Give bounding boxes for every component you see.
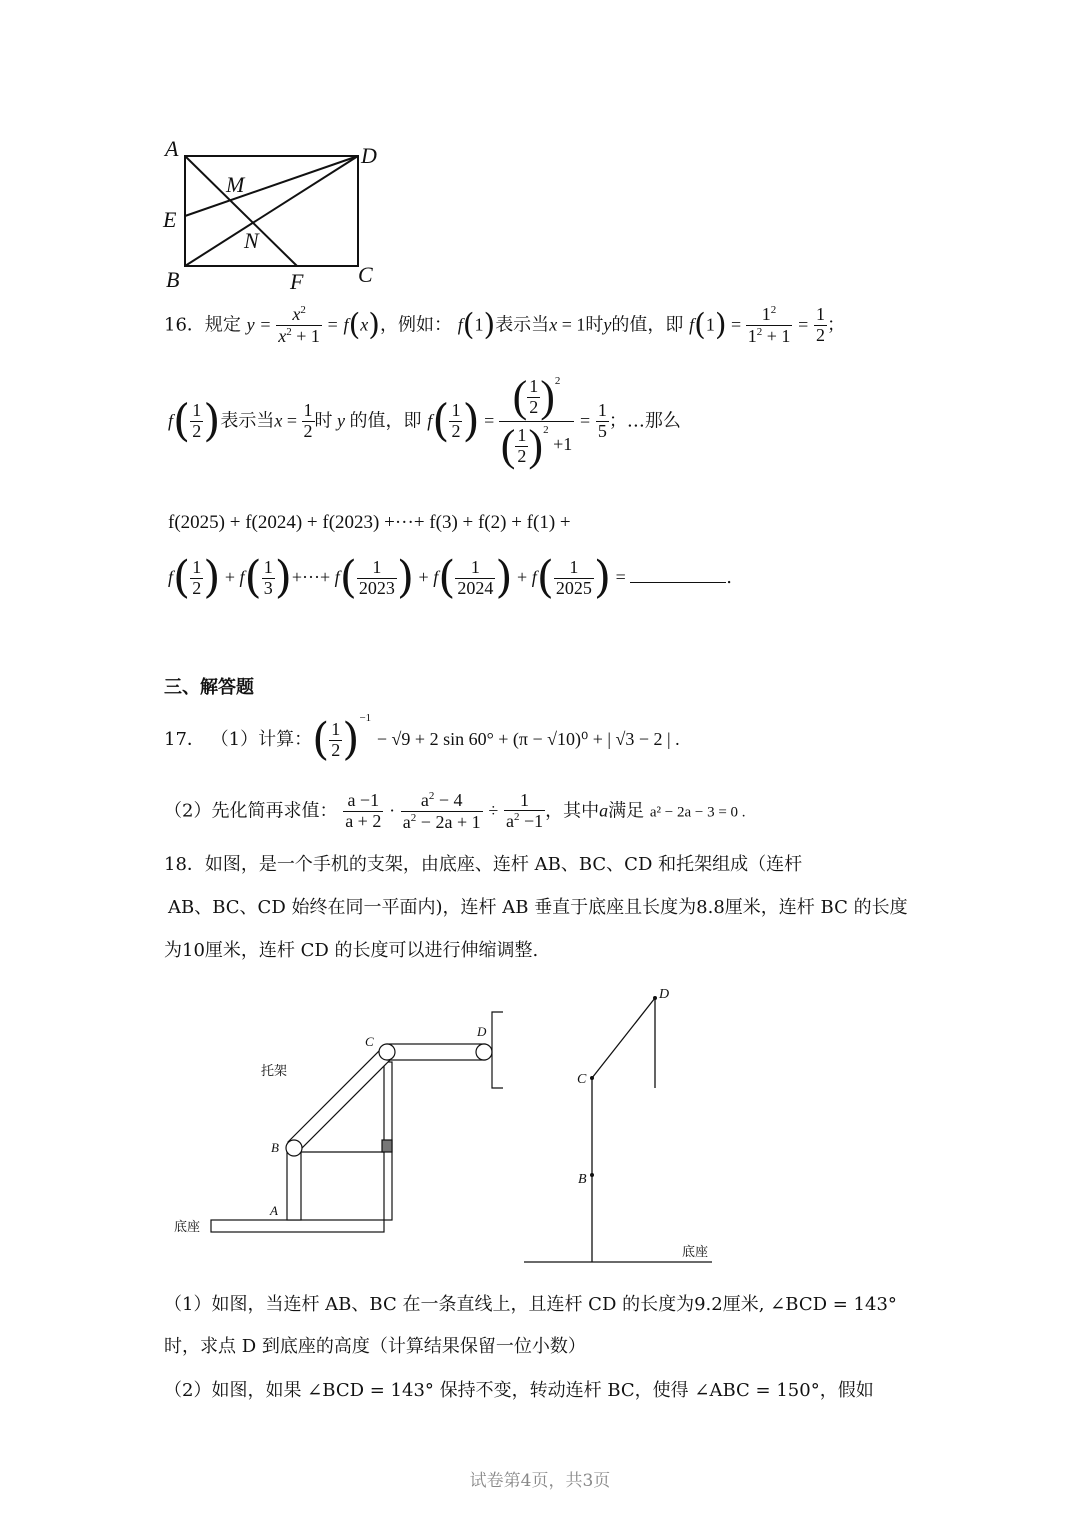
q16-text-means-x1: 表示当	[495, 314, 550, 336]
q18-part-1-line-2: 时，求点 D 到底座的高度（计算结果保留一位小数）	[164, 1336, 586, 1357]
phone-stand-figure	[170, 1005, 510, 1245]
q17-number: 17．	[164, 729, 205, 750]
q18-text-1: 如图，是一个手机的支架，由底座、连杆 AB、BC、CD 和托架组成（连杆	[204, 854, 803, 875]
point-label-a: A	[165, 136, 179, 161]
q16-sum-line-2: f( $\frac{1}{2}$ ) + f( $\frac{1}{3}$ )+···+ f( $\frac{1}{2023}$ ) + f( $\frac{1}{2024}$ ) + f( $\frac{1}{2025}$ ) = .	[168, 552, 732, 603]
point-label-f: F	[290, 269, 304, 294]
q18-part-2-line-1: （2）如图，如果 ∠BCD = 143° 保持不变，转动连杆 BC，使得 ∠ABC = 150°，假如	[164, 1380, 874, 1401]
fig2-label-b: B	[578, 1172, 587, 1187]
q18-line-2: AB、BC、CD 始终在同一平面内)，连杆 AB 垂直于底座且长度为8.8厘米，连杆 BC 的长度	[168, 897, 908, 918]
q17-p2-condition: a² − 2a − 3 = 0 .	[649, 804, 746, 821]
fig1-label-holder: 托架	[261, 1064, 288, 1079]
q17-p2-tail: ，其中	[545, 800, 600, 822]
q16-text-guiding: 规定	[204, 314, 241, 336]
fig1-label-c: C	[365, 1034, 374, 1049]
section-3-title: 三、解答题	[164, 677, 254, 698]
q16-text-y-value2: 的值，即	[349, 410, 422, 432]
point-label-n: N	[244, 228, 259, 253]
fig2-label-base: 底座	[682, 1245, 709, 1260]
q17-p2-var: a	[599, 800, 609, 821]
q16-text-when: 时	[585, 314, 604, 336]
page-footer: 试卷第4页，共3页	[469, 1471, 611, 1491]
q16-text-then: ；…那么	[608, 410, 681, 432]
q16-sum-line-1: f(2025) + f(2024) + f(2023) +···+ f(3) + f(2) + f(1) +	[168, 512, 571, 533]
q16-text-example: ，例如：	[380, 314, 452, 336]
point-label-m: M	[226, 172, 245, 197]
fig1-label-b: B	[271, 1140, 279, 1155]
schematic-figure	[520, 980, 740, 1270]
point-label-e: E	[163, 207, 177, 232]
q16-den-2023: 2023	[358, 577, 395, 598]
rectangle-figure	[155, 135, 395, 295]
q16-den-2025: 2025	[555, 577, 592, 598]
fig1-label-base: 底座	[174, 1220, 201, 1235]
q16-answer-blank[interactable]	[630, 566, 726, 583]
q18-part-1-line-1: （1）如图，当连杆 AB、BC 在一条直线上，且连杆 CD 的长度为9.2厘米, ∠BCD = 143°	[164, 1294, 897, 1315]
q18-line-3: 为10厘米，连杆 CD 的长度可以进行伸缩调整.	[164, 940, 539, 961]
q16-end-period: .	[726, 567, 732, 588]
q16-den-2024: 2024	[457, 577, 494, 598]
q16-line-1: 16．规定 y = $\frac{x^2}{x^2 + 1}$ = f(x)，例如： f(1)表示当x = 1时y的值，即 f(1) = $\frac{1^2}{1^2 + 1}$ = $\frac{1}{2}$ ；	[164, 304, 845, 346]
point-label-d: D	[361, 143, 377, 168]
q16-text-semicolon: ；	[826, 314, 845, 336]
fig2-label-c: C	[577, 1072, 587, 1087]
q17-part-1: 17． （1）计算：( $\frac{1}{2}$ )$^{-1}$ − √9 + 2 sin 60° + (π − √10)⁰ + | √3 − 2 | .	[164, 712, 680, 765]
q16-number: 16．	[164, 314, 205, 336]
q17-part-2: （2）先化简再求值： $\frac{a -1}{a + 2}$ · $\frac{a^2 - 4}{a^2 - 2a + 1}$ ÷ $\frac{1}{a^2 -1}$ ，其中a满足 a² − 2a − 3 = 0 .	[164, 789, 746, 832]
q17-p1-label: （1）计算：	[210, 729, 313, 750]
fig1-label-a: A	[270, 1203, 278, 1218]
q18-number: 18．	[164, 854, 205, 875]
point-label-c: C	[358, 262, 373, 287]
q17-p2-cond-text: 满足	[608, 800, 645, 822]
fig1-label-d: D	[477, 1024, 487, 1039]
q17-p2-label: （2）先化简再求值：	[164, 800, 338, 822]
q18-line-1	[164, 850, 802, 876]
q16-text-means-x-half: 表示当	[220, 410, 275, 432]
q16-line-2: f( $\frac{1}{2}$ )表示当x = $\frac{1}{2}$ 时 y 的值，即 f( $\frac{1}{2}$ ) = ( $\frac{1}{2}$ )$^2$ ( $\frac{1}{2}$ )$^2$ +1 = $\frac{1}{5}$ ；…那么	[168, 372, 681, 470]
fig2-label-d: D	[659, 987, 670, 1002]
q16-text-y-value: 的值，即	[611, 314, 684, 336]
q17-p1-expression: − √9 + 2 sin 60° + (π − √10)⁰ + | √3 − 2 | .	[376, 729, 680, 749]
point-label-b: B	[166, 267, 180, 292]
